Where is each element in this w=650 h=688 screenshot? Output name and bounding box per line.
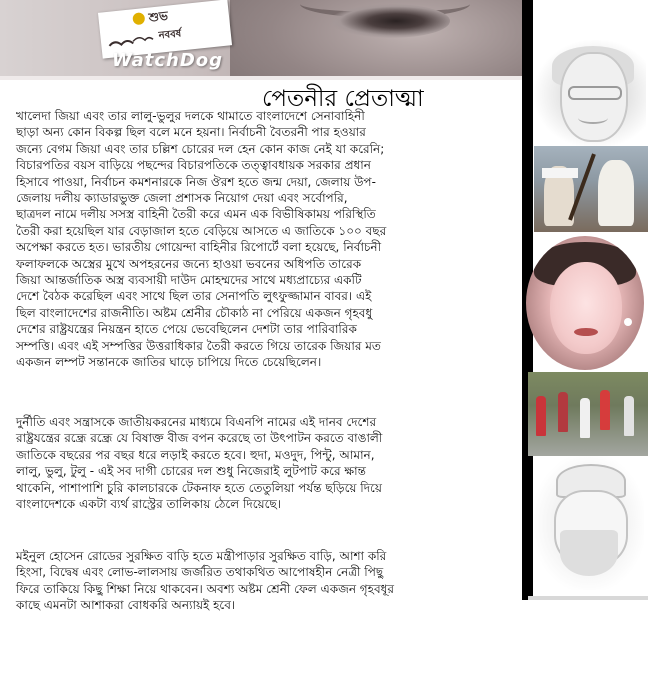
street-person [600, 390, 610, 430]
article-paragraph-3: মইনুল হোসেন রোডের সুরক্ষিত বাড়ি হতে মন্ত্রীপাড়ার সুরক্ষিত বাড়ি, আশা করি হিংসা, বিদ্বেষ এবং লোভ-লালসায় জর্জরিত তথাকথিত আপোষহীন নেত্রী পিছু ফিরে তাকিয়ে কিছু শিক্ষা নিয়ে থাকবেন। অবশ্য অষ্টম শ্রেনী ফেল একজন গৃহবধূর কাছে এমনটা আশাকরা বোধকরি অন্যায়ই হবে। [16, 549, 394, 613]
street-clash-photo [528, 372, 648, 456]
article-title: পেতনীর প্রেতাত্মা [262, 86, 424, 112]
header-banner [0, 0, 522, 76]
protester-white-shirt [598, 160, 634, 226]
portrait-earring [624, 318, 632, 326]
woman-portrait-photo [526, 236, 644, 370]
greeting-top-text: শুভ [147, 8, 169, 25]
article-paragraph-2: দুর্নীতি এবং সন্ত্রাসকে জাতীয়করনের মাধ্যমে বিএনপি নামের এই দানব দেশের রাষ্ট্রযন্ত্রের রন্ধ্রে রন্ধ্রে যে বিষাক্ত বীজ বপন করেছে তা উৎপাটন করতে বাঙালী জাতিকে বছরের পর বছর ধরে লড়াই করতে হবে। হুদা, মওদুদ, পিন্টু, আমান, লালু, ভুলু, টুলু - এই সব দাগী চোরের দল শুধু নিজেরাই লুটপাট করে ক্ষান্ত থাকেনি, পাশাপাশি চুরি কালচারকে টেকনাফ হতে তেতুলিয়া পর্যন্ত ছড়িয়ে দিয়ে বাংলাদেশকে একটা ব্যর্থ রাস্ট্রের তালিকায় ঠেলে দিয়েছে। [16, 415, 383, 512]
banner-eye [330, 4, 450, 38]
sketch-bearded-man-image [534, 456, 644, 590]
protest-photo [534, 146, 648, 232]
sketch-glasses [568, 86, 622, 100]
banner-divider [0, 76, 522, 80]
brand-logo[interactable]: WatchDog [112, 50, 224, 71]
portrait-face [550, 262, 622, 354]
street-person [536, 396, 546, 436]
street-person [624, 396, 634, 436]
sun-icon [132, 12, 145, 25]
greeting-bottom-text: নববর্ষ [158, 28, 182, 42]
portrait-lips [574, 328, 598, 336]
sketch-portrait-image [534, 40, 646, 148]
face-cloth [542, 168, 578, 178]
article-paragraph-1: খালেদা জিয়া এবং তার লালু-ভুলুর দলকে থামাতে বাংলাদেশে সেনাবাহিনী ছাড়া অন্য কোন বিকল্প ছিল বলে মনে হয়না। নির্বাচনী বৈতরনী পার হওয়ার জন্যে বেগম জিয়া এবং তার চল্লিশ চোরের দল হেন কোন কাজ নেই যা করেনি; বিচারপতির বয়স বাড়িয়ে পছন্দের বিচারপতিকে তত্ত্বাবধায়ক সরকার প্রধান হিসাবে পাওয়া, নির্বাচন কমশনারকে নিজ ঔরশ হতে জন্ম দেয়া, জেলায় উপ- জেলায় দলীয় ক্যাডারভুক্ত জেলা প্রশাসক নিয়োগ দেয়া এবং সর্বোপরি, ছাত্রদল নামে দলীয় সসস্ত্র বাহিনী তৈরী করে এমন এক বিভীষিকাময় পরিস্থিতি তৈরী করা হয়েছিল যার বেড়াজাল হতে বেড়িয়ে আসতে এ জাতিকে ১০০ বছর অপেক্ষা করতে হত। ভারতীয় গোয়েন্দা বাহিনীর রিপোর্টে বলা হয়েছে, নির্বাচনী ফলাফলকে অস্ত্রের মুখে অপহরনের জন্যে হাওয়া ভবনের অধিপতি তারেক জিয়া আন্তর্জাতিক অস্ত্র ব্যবসায়ী দাউদ মোহম্মদের সাথে মধ্যপ্রাচ্যের একটি দেশে বৈঠক করেছিল এবং সাথে ছিল তার সেনাপতি লুৎফুজ্জামান বাবর। এই ছিল বাংলাদেশের রাজনীতি। অষ্টম শ্রেনীর চৌকাঠ না পেরিয়ে একজন গৃহবধু দেশের রাষ্ট্রযন্ত্রের নিয়ন্ত্রন হাতে পেয়ে ভেবেছিলেন দেশটা তার পারিবারিক সম্পত্তি। এবং এই সম্পত্তির উত্তরাধিকার তৈরী করতে গিয়ে তারেক জিয়ার মত একজন লম্পট সন্তানকে জাতির ঘাড়ে চাপিয়ে দিতে চেয়েছিলেন। [16, 109, 387, 370]
birds-icon [106, 31, 155, 50]
sidebar-footer-line [528, 596, 648, 600]
sketch-beard [560, 530, 618, 576]
sketch-smile [578, 112, 608, 124]
street-person [580, 398, 590, 438]
street-person [558, 392, 568, 432]
